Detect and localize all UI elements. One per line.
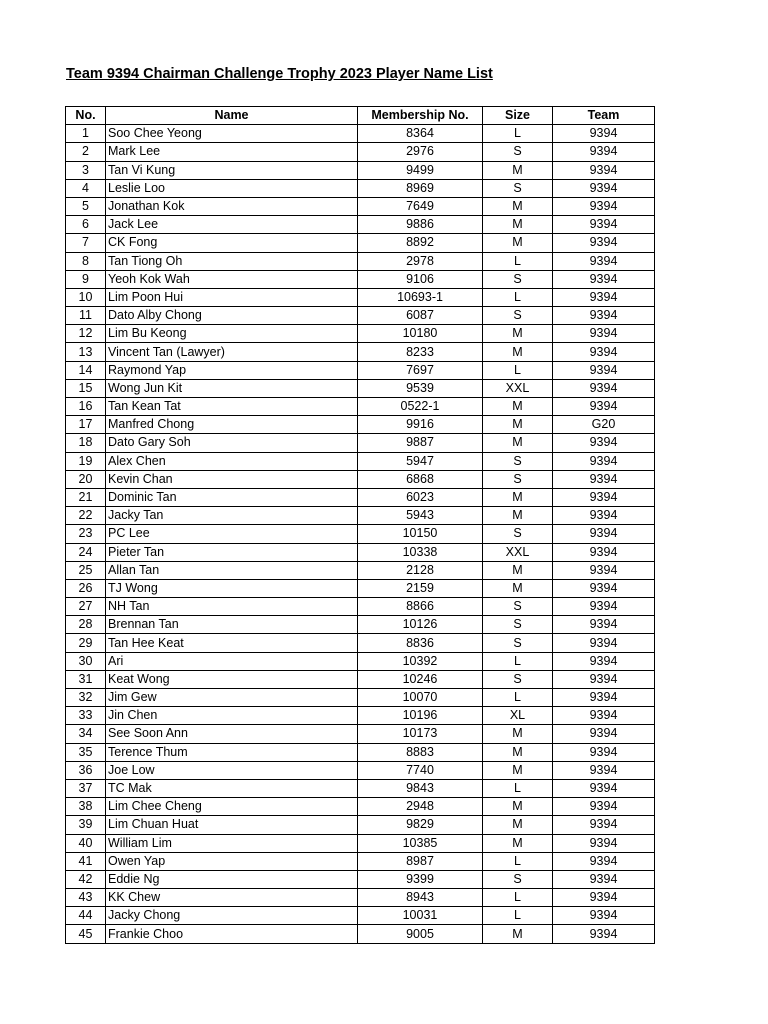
cell-size: S — [483, 670, 553, 688]
table-row — [66, 598, 655, 616]
table-row — [66, 707, 655, 725]
table-row — [66, 616, 655, 634]
cell-name: Tan Hee Keat — [106, 634, 358, 652]
cell-membership-no: 9539 — [358, 379, 483, 397]
cell-no: 34 — [66, 725, 106, 743]
cell-name: NH Tan — [106, 598, 358, 616]
cell-team: 9394 — [553, 579, 655, 597]
cell-no: 43 — [66, 889, 106, 907]
cell-size: S — [483, 634, 553, 652]
cell-name: Owen Yap — [106, 852, 358, 870]
cell-team: 9394 — [553, 670, 655, 688]
cell-membership-no: 7740 — [358, 761, 483, 779]
cell-size: M — [483, 798, 553, 816]
cell-team: 9394 — [553, 288, 655, 306]
cell-membership-no: 6868 — [358, 470, 483, 488]
cell-membership-no: 2978 — [358, 252, 483, 270]
cell-no: 35 — [66, 743, 106, 761]
cell-name: Lim Bu Keong — [106, 325, 358, 343]
table-row — [66, 561, 655, 579]
cell-no: 42 — [66, 870, 106, 888]
cell-team: 9394 — [553, 434, 655, 452]
cell-membership-no: 10180 — [358, 325, 483, 343]
cell-name: Tan Vi Kung — [106, 161, 358, 179]
cell-size: M — [483, 234, 553, 252]
cell-membership-no: 8866 — [358, 598, 483, 616]
cell-name: Dato Gary Soh — [106, 434, 358, 452]
cell-membership-no: 8892 — [358, 234, 483, 252]
cell-name: Alex Chen — [106, 452, 358, 470]
cell-name: CK Fong — [106, 234, 358, 252]
table-row — [66, 216, 655, 234]
cell-membership-no: 8943 — [358, 889, 483, 907]
column-header-name: Name — [106, 107, 358, 125]
cell-name: Jacky Chong — [106, 907, 358, 925]
table-row — [66, 452, 655, 470]
cell-size: S — [483, 616, 553, 634]
cell-team: 9394 — [553, 488, 655, 506]
cell-no: 13 — [66, 343, 106, 361]
cell-name: Kevin Chan — [106, 470, 358, 488]
cell-size: M — [483, 325, 553, 343]
cell-name: Tan Tiong Oh — [106, 252, 358, 270]
table-row — [66, 307, 655, 325]
cell-size: S — [483, 307, 553, 325]
table-row — [66, 343, 655, 361]
cell-size: L — [483, 779, 553, 797]
cell-name: Pieter Tan — [106, 543, 358, 561]
cell-size: M — [483, 561, 553, 579]
cell-name: Lim Poon Hui — [106, 288, 358, 306]
cell-team: 9394 — [553, 561, 655, 579]
cell-name: Mark Lee — [106, 143, 358, 161]
cell-membership-no: 10338 — [358, 543, 483, 561]
cell-name: Jonathan Kok — [106, 197, 358, 215]
table-row — [66, 579, 655, 597]
cell-name: Brennan Tan — [106, 616, 358, 634]
cell-membership-no: 8364 — [358, 125, 483, 143]
cell-no: 38 — [66, 798, 106, 816]
cell-name: Eddie Ng — [106, 870, 358, 888]
cell-no: 19 — [66, 452, 106, 470]
cell-no: 3 — [66, 161, 106, 179]
cell-no: 24 — [66, 543, 106, 561]
cell-no: 7 — [66, 234, 106, 252]
table-row — [66, 379, 655, 397]
cell-size: M — [483, 725, 553, 743]
cell-size: L — [483, 288, 553, 306]
cell-team: 9394 — [553, 598, 655, 616]
cell-no: 11 — [66, 307, 106, 325]
cell-size: S — [483, 143, 553, 161]
cell-name: Jack Lee — [106, 216, 358, 234]
cell-team: 9394 — [553, 125, 655, 143]
cell-name: Ari — [106, 652, 358, 670]
cell-team: 9394 — [553, 761, 655, 779]
table-row — [66, 870, 655, 888]
table-row — [66, 670, 655, 688]
cell-membership-no: 9829 — [358, 816, 483, 834]
cell-team: 9394 — [553, 543, 655, 561]
cell-size: L — [483, 125, 553, 143]
cell-size: M — [483, 488, 553, 506]
table-row — [66, 925, 655, 943]
document-title: Team 9394 Chairman Challenge Trophy 2023 Player Name List — [66, 66, 493, 82]
cell-membership-no: 6087 — [358, 307, 483, 325]
cell-size: M — [483, 925, 553, 943]
cell-name: Allan Tan — [106, 561, 358, 579]
cell-size: S — [483, 870, 553, 888]
table-row — [66, 252, 655, 270]
cell-name: Lim Chee Cheng — [106, 798, 358, 816]
cell-team: 9394 — [553, 452, 655, 470]
cell-team: 9394 — [553, 816, 655, 834]
table-row — [66, 761, 655, 779]
cell-no: 26 — [66, 579, 106, 597]
table-row — [66, 689, 655, 707]
cell-name: Raymond Yap — [106, 361, 358, 379]
cell-no: 45 — [66, 925, 106, 943]
cell-membership-no: 8969 — [358, 179, 483, 197]
cell-no: 36 — [66, 761, 106, 779]
cell-size: M — [483, 434, 553, 452]
table-row — [66, 652, 655, 670]
cell-team: 9394 — [553, 907, 655, 925]
cell-membership-no: 10031 — [358, 907, 483, 925]
table-row — [66, 434, 655, 452]
cell-team: G20 — [553, 416, 655, 434]
cell-team: 9394 — [553, 343, 655, 361]
table-row — [66, 488, 655, 506]
cell-membership-no: 8987 — [358, 852, 483, 870]
table-row — [66, 834, 655, 852]
cell-team: 9394 — [553, 307, 655, 325]
cell-size: L — [483, 889, 553, 907]
cell-size: M — [483, 416, 553, 434]
cell-size: S — [483, 598, 553, 616]
cell-size: M — [483, 507, 553, 525]
cell-membership-no: 2948 — [358, 798, 483, 816]
cell-membership-no: 2159 — [358, 579, 483, 597]
cell-membership-no: 10173 — [358, 725, 483, 743]
cell-name: PC Lee — [106, 525, 358, 543]
table-row — [66, 125, 655, 143]
cell-team: 9394 — [553, 834, 655, 852]
cell-no: 27 — [66, 598, 106, 616]
cell-no: 16 — [66, 398, 106, 416]
cell-team: 9394 — [553, 252, 655, 270]
cell-size: L — [483, 852, 553, 870]
cell-team: 9394 — [553, 707, 655, 725]
table-row — [66, 470, 655, 488]
cell-name: TC Mak — [106, 779, 358, 797]
cell-no: 15 — [66, 379, 106, 397]
cell-team: 9394 — [553, 143, 655, 161]
cell-membership-no: 8883 — [358, 743, 483, 761]
cell-no: 28 — [66, 616, 106, 634]
cell-name: Manfred Chong — [106, 416, 358, 434]
column-header-team: Team — [553, 107, 655, 125]
table-row — [66, 361, 655, 379]
cell-no: 22 — [66, 507, 106, 525]
cell-no: 10 — [66, 288, 106, 306]
cell-team: 9394 — [553, 525, 655, 543]
cell-team: 9394 — [553, 179, 655, 197]
cell-size: M — [483, 197, 553, 215]
cell-size: M — [483, 761, 553, 779]
cell-team: 9394 — [553, 743, 655, 761]
cell-team: 9394 — [553, 779, 655, 797]
cell-membership-no: 6023 — [358, 488, 483, 506]
cell-name: Terence Thum — [106, 743, 358, 761]
cell-team: 9394 — [553, 161, 655, 179]
cell-name: Dominic Tan — [106, 488, 358, 506]
table-row — [66, 543, 655, 561]
header-row — [66, 107, 655, 125]
cell-no: 17 — [66, 416, 106, 434]
cell-no: 39 — [66, 816, 106, 834]
cell-name: Vincent Tan (Lawyer) — [106, 343, 358, 361]
cell-team: 9394 — [553, 870, 655, 888]
cell-size: M — [483, 579, 553, 597]
table-row — [66, 889, 655, 907]
table-row — [66, 325, 655, 343]
cell-team: 9394 — [553, 270, 655, 288]
cell-membership-no: 10070 — [358, 689, 483, 707]
cell-no: 29 — [66, 634, 106, 652]
cell-membership-no: 10385 — [358, 834, 483, 852]
cell-no: 37 — [66, 779, 106, 797]
cell-membership-no: 10246 — [358, 670, 483, 688]
cell-membership-no: 9106 — [358, 270, 483, 288]
cell-no: 31 — [66, 670, 106, 688]
cell-team: 9394 — [553, 634, 655, 652]
table-row — [66, 416, 655, 434]
cell-team: 9394 — [553, 725, 655, 743]
cell-no: 21 — [66, 488, 106, 506]
cell-membership-no: 9499 — [358, 161, 483, 179]
cell-name: Leslie Loo — [106, 179, 358, 197]
cell-team: 9394 — [553, 798, 655, 816]
cell-name: Yeoh Kok Wah — [106, 270, 358, 288]
cell-no: 23 — [66, 525, 106, 543]
cell-team: 9394 — [553, 197, 655, 215]
cell-team: 9394 — [553, 216, 655, 234]
cell-team: 9394 — [553, 652, 655, 670]
table-row — [66, 288, 655, 306]
cell-name: See Soon Ann — [106, 725, 358, 743]
cell-no: 9 — [66, 270, 106, 288]
cell-membership-no: 9843 — [358, 779, 483, 797]
cell-no: 14 — [66, 361, 106, 379]
cell-team: 9394 — [553, 379, 655, 397]
cell-membership-no: 10392 — [358, 652, 483, 670]
cell-team: 9394 — [553, 398, 655, 416]
player-table — [65, 106, 655, 944]
table-row — [66, 907, 655, 925]
cell-team: 9394 — [553, 689, 655, 707]
cell-size: L — [483, 907, 553, 925]
cell-size: S — [483, 270, 553, 288]
table-row — [66, 143, 655, 161]
cell-name: William Lim — [106, 834, 358, 852]
column-header-size: Size — [483, 107, 553, 125]
cell-team: 9394 — [553, 852, 655, 870]
cell-membership-no: 10150 — [358, 525, 483, 543]
cell-name: Jin Chen — [106, 707, 358, 725]
cell-membership-no: 7649 — [358, 197, 483, 215]
table-row — [66, 161, 655, 179]
cell-team: 9394 — [553, 507, 655, 525]
cell-name: Jim Gew — [106, 689, 358, 707]
column-header-no: No. — [66, 107, 106, 125]
cell-membership-no: 8233 — [358, 343, 483, 361]
cell-membership-no: 9399 — [358, 870, 483, 888]
cell-no: 5 — [66, 197, 106, 215]
cell-membership-no: 9887 — [358, 434, 483, 452]
cell-size: XXL — [483, 543, 553, 561]
cell-membership-no: 9005 — [358, 925, 483, 943]
cell-team: 9394 — [553, 470, 655, 488]
cell-size: S — [483, 179, 553, 197]
cell-team: 9394 — [553, 234, 655, 252]
table-row — [66, 634, 655, 652]
table-row — [66, 234, 655, 252]
cell-size: M — [483, 161, 553, 179]
cell-name: Joe Low — [106, 761, 358, 779]
cell-size: M — [483, 398, 553, 416]
cell-name: Frankie Choo — [106, 925, 358, 943]
cell-size: L — [483, 361, 553, 379]
cell-team: 9394 — [553, 361, 655, 379]
cell-name: Jacky Tan — [106, 507, 358, 525]
cell-size: S — [483, 452, 553, 470]
table-row — [66, 179, 655, 197]
table-row — [66, 270, 655, 288]
cell-size: L — [483, 689, 553, 707]
cell-membership-no: 8836 — [358, 634, 483, 652]
cell-no: 8 — [66, 252, 106, 270]
cell-size: M — [483, 834, 553, 852]
cell-no: 33 — [66, 707, 106, 725]
cell-no: 44 — [66, 907, 106, 925]
cell-no: 18 — [66, 434, 106, 452]
cell-name: Tan Kean Tat — [106, 398, 358, 416]
cell-no: 41 — [66, 852, 106, 870]
cell-size: M — [483, 343, 553, 361]
table-row — [66, 798, 655, 816]
cell-name: Dato Alby Chong — [106, 307, 358, 325]
cell-no: 4 — [66, 179, 106, 197]
cell-membership-no: 0522-1 — [358, 398, 483, 416]
cell-name: TJ Wong — [106, 579, 358, 597]
cell-team: 9394 — [553, 325, 655, 343]
cell-size: L — [483, 252, 553, 270]
cell-name: Wong Jun Kit — [106, 379, 358, 397]
cell-no: 1 — [66, 125, 106, 143]
cell-team: 9394 — [553, 889, 655, 907]
cell-no: 40 — [66, 834, 106, 852]
cell-membership-no: 2128 — [358, 561, 483, 579]
column-header-membership: Membership No. — [358, 107, 483, 125]
cell-size: L — [483, 652, 553, 670]
cell-membership-no: 9916 — [358, 416, 483, 434]
cell-no: 20 — [66, 470, 106, 488]
cell-name: KK Chew — [106, 889, 358, 907]
table-row — [66, 743, 655, 761]
cell-membership-no: 10126 — [358, 616, 483, 634]
table-row — [66, 816, 655, 834]
cell-membership-no: 10196 — [358, 707, 483, 725]
cell-size: XXL — [483, 379, 553, 397]
cell-name: Keat Wong — [106, 670, 358, 688]
cell-name: Soo Chee Yeong — [106, 125, 358, 143]
cell-membership-no: 2976 — [358, 143, 483, 161]
cell-no: 32 — [66, 689, 106, 707]
cell-membership-no: 5947 — [358, 452, 483, 470]
cell-membership-no: 7697 — [358, 361, 483, 379]
table-row — [66, 725, 655, 743]
table-row — [66, 507, 655, 525]
table-row — [66, 525, 655, 543]
cell-no: 25 — [66, 561, 106, 579]
cell-size: M — [483, 816, 553, 834]
table-row — [66, 852, 655, 870]
cell-no: 30 — [66, 652, 106, 670]
cell-name: Lim Chuan Huat — [106, 816, 358, 834]
cell-no: 2 — [66, 143, 106, 161]
cell-membership-no: 10693-1 — [358, 288, 483, 306]
cell-size: S — [483, 470, 553, 488]
cell-no: 12 — [66, 325, 106, 343]
cell-membership-no: 9886 — [358, 216, 483, 234]
cell-size: M — [483, 743, 553, 761]
cell-team: 9394 — [553, 616, 655, 634]
cell-no: 6 — [66, 216, 106, 234]
cell-size: M — [483, 216, 553, 234]
table-row — [66, 398, 655, 416]
table-row — [66, 197, 655, 215]
cell-team: 9394 — [553, 925, 655, 943]
cell-size: XL — [483, 707, 553, 725]
table-row — [66, 779, 655, 797]
cell-size: S — [483, 525, 553, 543]
cell-membership-no: 5943 — [358, 507, 483, 525]
